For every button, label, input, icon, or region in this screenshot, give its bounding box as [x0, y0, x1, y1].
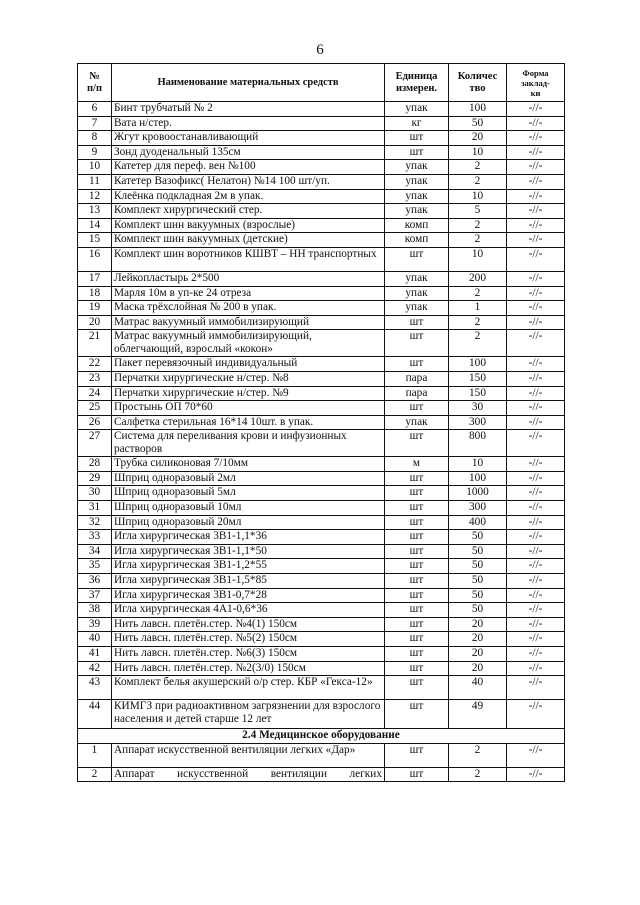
row-quantity: 50: [449, 603, 507, 618]
row-quantity: 10: [449, 457, 507, 472]
row-number: 29: [78, 471, 112, 486]
table-row: [78, 661, 565, 676]
row-unit: упак: [385, 174, 449, 189]
row-form: -//-: [507, 700, 565, 729]
row-name: Нить лавсн. плетён.стер. №2(3/0) 150см: [112, 661, 385, 676]
row-form: -//-: [507, 233, 565, 248]
table-row: [78, 501, 565, 516]
row-form: -//-: [507, 160, 565, 175]
row-form: -//-: [507, 116, 565, 131]
row-unit: упак: [385, 271, 449, 286]
row-number: 28: [78, 457, 112, 472]
materials-table: [77, 63, 565, 782]
table-row: [78, 430, 565, 457]
table-row: [78, 515, 565, 530]
row-quantity: 2: [449, 160, 507, 175]
row-name: Клеёнка подкладная 2м в упак.: [112, 189, 385, 204]
table-row: [78, 574, 565, 589]
row-unit: шт: [385, 647, 449, 662]
row-number: 2: [78, 767, 112, 782]
row-name: Матрас вакуумный иммобилизирующий, облегчающий, взрослый «кокон»: [112, 330, 385, 357]
row-name: Вата н/стер.: [112, 116, 385, 131]
row-number: 44: [78, 700, 112, 729]
row-form: -//-: [507, 357, 565, 372]
row-name: Комплект шин воротников КШВТ – НН транспортных: [112, 247, 385, 271]
row-name: Зонд дуоденальный 135см: [112, 145, 385, 160]
row-number: 7: [78, 116, 112, 131]
row-name: Игла хирургическая 3В1-1,2*55: [112, 559, 385, 574]
row-form: -//-: [507, 471, 565, 486]
table-row: [78, 233, 565, 248]
row-number: 30: [78, 486, 112, 501]
row-unit: упак: [385, 189, 449, 204]
row-unit: шт: [385, 430, 449, 457]
row-name: Перчатки хирургические н/стер. №9: [112, 386, 385, 401]
table-row: [78, 647, 565, 662]
row-unit: шт: [385, 401, 449, 416]
header-qty: Количес тво: [449, 64, 507, 102]
row-form: -//-: [507, 457, 565, 472]
row-number: 41: [78, 647, 112, 662]
table-row: [78, 116, 565, 131]
row-quantity: 100: [449, 102, 507, 117]
row-name: Бинт трубчатый № 2: [112, 102, 385, 117]
row-name: Простынь ОП 70*60: [112, 401, 385, 416]
row-form: -//-: [507, 371, 565, 386]
row-quantity: 20: [449, 632, 507, 647]
row-unit: шт: [385, 131, 449, 146]
table-row: [78, 371, 565, 386]
row-number: 43: [78, 676, 112, 700]
row-number: 26: [78, 415, 112, 430]
table-row: [78, 218, 565, 233]
row-name: Комплект хирургический стер.: [112, 204, 385, 219]
row-name: Комплект белья акушерский о/р стер. КБР «Гекса-12»: [112, 676, 385, 700]
row-form: -//-: [507, 501, 565, 516]
row-name: Пакет перевязочный индивидуальный: [112, 357, 385, 372]
row-unit: шт: [385, 700, 449, 729]
row-quantity: 50: [449, 544, 507, 559]
row-name: Шприц одноразовый 10мл: [112, 501, 385, 516]
row-name: Игла хирургическая 3В1-1,1*50: [112, 544, 385, 559]
row-number: 19: [78, 301, 112, 316]
row-name: Комплект шин вакуумных (детские): [112, 233, 385, 248]
row-form: -//-: [507, 286, 565, 301]
row-quantity: 10: [449, 145, 507, 160]
table-row: [78, 247, 565, 271]
row-unit: шт: [385, 501, 449, 516]
row-unit: шт: [385, 145, 449, 160]
row-name: Аппарат искусственной вентиляции легких: [112, 767, 385, 782]
table-row: [78, 767, 565, 782]
header-form: Форма заклад- ки: [507, 64, 565, 102]
row-name: Шприц одноразовый 5мл: [112, 486, 385, 501]
row-number: 18: [78, 286, 112, 301]
row-name: Перчатки хирургические н/стер. №8: [112, 371, 385, 386]
table-row: [78, 588, 565, 603]
row-number: 17: [78, 271, 112, 286]
row-name: Игла хирургическая 4А1-0,6*36: [112, 603, 385, 618]
row-form: -//-: [507, 330, 565, 357]
row-name: КИМГЗ при радиоактивном загрязнении для взрослого населения и детей старше 12 лет: [112, 700, 385, 729]
section-row: [78, 729, 565, 744]
row-form: -//-: [507, 204, 565, 219]
row-number: 21: [78, 330, 112, 357]
row-unit: шт: [385, 632, 449, 647]
row-unit: шт: [385, 617, 449, 632]
row-unit: шт: [385, 515, 449, 530]
table-row: [78, 415, 565, 430]
row-form: -//-: [507, 676, 565, 700]
row-name: Катетер Вазофикс( Нелатон) №14 100 шт/уп.: [112, 174, 385, 189]
row-quantity: 150: [449, 371, 507, 386]
row-quantity: 10: [449, 189, 507, 204]
row-form: -//-: [507, 486, 565, 501]
table-row: [78, 189, 565, 204]
header-name: Наименование материальных средств: [112, 64, 385, 102]
row-unit: шт: [385, 486, 449, 501]
row-unit: упак: [385, 301, 449, 316]
row-number: 33: [78, 530, 112, 545]
table-row: [78, 559, 565, 574]
row-form: -//-: [507, 515, 565, 530]
row-name: Катетер для переф. вен №100: [112, 160, 385, 175]
row-unit: м: [385, 457, 449, 472]
table-body-a: [78, 102, 565, 729]
table-row: [78, 301, 565, 316]
row-quantity: 800: [449, 430, 507, 457]
row-quantity: 300: [449, 415, 507, 430]
row-unit: упак: [385, 286, 449, 301]
header-unit: Единица измерен.: [385, 64, 449, 102]
table-row: [78, 315, 565, 330]
row-form: -//-: [507, 661, 565, 676]
row-number: 8: [78, 131, 112, 146]
row-quantity: 50: [449, 588, 507, 603]
row-name: Игла хирургическая 3В1-0,7*28: [112, 588, 385, 603]
row-quantity: 2: [449, 330, 507, 357]
section-title: 2.4 Медицинское оборудование: [78, 729, 565, 744]
row-form: -//-: [507, 174, 565, 189]
row-unit: комп: [385, 233, 449, 248]
row-unit: кг: [385, 116, 449, 131]
row-form: -//-: [507, 559, 565, 574]
table-row: [78, 632, 565, 647]
row-number: 23: [78, 371, 112, 386]
table-header-row: [78, 64, 565, 102]
row-unit: шт: [385, 603, 449, 618]
row-quantity: 100: [449, 471, 507, 486]
table-body-b: [78, 743, 565, 782]
row-quantity: 20: [449, 131, 507, 146]
row-form: -//-: [507, 767, 565, 782]
row-quantity: 1000: [449, 486, 507, 501]
row-name: Нить лавсн. плетён.стер. №6(3) 150см: [112, 647, 385, 662]
row-name: Аппарат искусственной вентиляции легких «Дар»: [112, 743, 385, 767]
row-quantity: 50: [449, 559, 507, 574]
row-unit: шт: [385, 676, 449, 700]
row-name: Нить лавсн. плетён.стер. №4(1) 150см: [112, 617, 385, 632]
row-unit: шт: [385, 661, 449, 676]
row-quantity: 50: [449, 116, 507, 131]
row-number: 27: [78, 430, 112, 457]
row-number: 20: [78, 315, 112, 330]
table-row: [78, 102, 565, 117]
row-quantity: 10: [449, 247, 507, 271]
table-row: [78, 204, 565, 219]
row-number: 34: [78, 544, 112, 559]
table-row: [78, 386, 565, 401]
row-quantity: 200: [449, 271, 507, 286]
row-quantity: 2: [449, 233, 507, 248]
row-name: Марля 10м в уп-ке 24 отреза: [112, 286, 385, 301]
table-row: [78, 471, 565, 486]
row-number: 36: [78, 574, 112, 589]
table-row: [78, 457, 565, 472]
row-quantity: 40: [449, 676, 507, 700]
row-number: 10: [78, 160, 112, 175]
row-form: -//-: [507, 632, 565, 647]
row-quantity: 20: [449, 661, 507, 676]
row-quantity: 1: [449, 301, 507, 316]
row-quantity: 20: [449, 617, 507, 632]
row-quantity: 100: [449, 357, 507, 372]
row-name: Матрас вакуумный иммобилизирующий: [112, 315, 385, 330]
row-form: -//-: [507, 271, 565, 286]
table-row: [78, 271, 565, 286]
row-form: -//-: [507, 247, 565, 271]
row-name: Игла хирургическая 3В1-1,1*36: [112, 530, 385, 545]
table-row: [78, 700, 565, 729]
row-quantity: 400: [449, 515, 507, 530]
table-row: [78, 544, 565, 559]
row-quantity: 5: [449, 204, 507, 219]
row-form: -//-: [507, 574, 565, 589]
row-unit: пара: [385, 371, 449, 386]
row-name: Игла хирургическая 3В1-1,5*85: [112, 574, 385, 589]
row-quantity: 2: [449, 767, 507, 782]
row-number: 38: [78, 603, 112, 618]
table-row: [78, 617, 565, 632]
row-unit: упак: [385, 160, 449, 175]
row-quantity: 2: [449, 286, 507, 301]
row-name: Система для переливания крови и инфузионных растворов: [112, 430, 385, 457]
row-name: Маска трёхслойная № 200 в упак.: [112, 301, 385, 316]
table-row: [78, 145, 565, 160]
row-unit: шт: [385, 743, 449, 767]
row-unit: пара: [385, 386, 449, 401]
table-row: [78, 174, 565, 189]
row-unit: шт: [385, 588, 449, 603]
row-quantity: 2: [449, 743, 507, 767]
table-row: [78, 401, 565, 416]
table-row: [78, 676, 565, 700]
row-number: 31: [78, 501, 112, 516]
row-number: 35: [78, 559, 112, 574]
row-number: 13: [78, 204, 112, 219]
table-row: [78, 330, 565, 357]
row-unit: шт: [385, 767, 449, 782]
row-form: -//-: [507, 315, 565, 330]
row-form: -//-: [507, 102, 565, 117]
row-name: Лейкопластырь 2*500: [112, 271, 385, 286]
row-number: 39: [78, 617, 112, 632]
row-unit: шт: [385, 530, 449, 545]
row-unit: шт: [385, 330, 449, 357]
row-form: -//-: [507, 588, 565, 603]
row-form: -//-: [507, 386, 565, 401]
row-number: 9: [78, 145, 112, 160]
row-form: -//-: [507, 743, 565, 767]
row-unit: шт: [385, 544, 449, 559]
row-number: 25: [78, 401, 112, 416]
row-number: 24: [78, 386, 112, 401]
page-number: 6: [316, 42, 324, 58]
row-form: -//-: [507, 301, 565, 316]
row-form: -//-: [507, 544, 565, 559]
row-number: 11: [78, 174, 112, 189]
table-row: [78, 357, 565, 372]
row-quantity: 150: [449, 386, 507, 401]
row-quantity: 2: [449, 315, 507, 330]
row-unit: шт: [385, 357, 449, 372]
row-number: 22: [78, 357, 112, 372]
table-row: [78, 486, 565, 501]
row-unit: упак: [385, 102, 449, 117]
row-form: -//-: [507, 145, 565, 160]
row-number: 12: [78, 189, 112, 204]
row-quantity: 2: [449, 174, 507, 189]
table-row: [78, 286, 565, 301]
table-row: [78, 743, 565, 767]
row-quantity: 30: [449, 401, 507, 416]
row-number: 16: [78, 247, 112, 271]
section-body: [78, 729, 565, 744]
row-form: -//-: [507, 415, 565, 430]
row-number: 15: [78, 233, 112, 248]
row-form: -//-: [507, 430, 565, 457]
row-unit: упак: [385, 415, 449, 430]
row-form: -//-: [507, 530, 565, 545]
row-name: Жгут кровоостанавливающий: [112, 131, 385, 146]
row-number: 32: [78, 515, 112, 530]
row-name: Трубка силиконовая 7/10мм: [112, 457, 385, 472]
row-name: Комплект шин вакуумных (взрослые): [112, 218, 385, 233]
row-unit: шт: [385, 247, 449, 271]
row-quantity: 2: [449, 218, 507, 233]
row-number: 1: [78, 743, 112, 767]
table-row: [78, 131, 565, 146]
row-form: -//-: [507, 647, 565, 662]
row-form: -//-: [507, 131, 565, 146]
table-row: [78, 160, 565, 175]
table-row: [78, 530, 565, 545]
row-unit: шт: [385, 471, 449, 486]
row-name: Нить лавсн. плетён.стер. №5(2) 150см: [112, 632, 385, 647]
row-unit: упак: [385, 204, 449, 219]
row-number: 14: [78, 218, 112, 233]
row-quantity: 49: [449, 700, 507, 729]
row-name: Шприц одноразовый 20мл: [112, 515, 385, 530]
row-number: 6: [78, 102, 112, 117]
row-quantity: 50: [449, 530, 507, 545]
row-form: -//-: [507, 617, 565, 632]
row-quantity: 50: [449, 574, 507, 589]
row-unit: шт: [385, 574, 449, 589]
header-num: № п/п: [78, 64, 112, 102]
row-number: 40: [78, 632, 112, 647]
table-row: [78, 603, 565, 618]
row-form: -//-: [507, 189, 565, 204]
row-number: 37: [78, 588, 112, 603]
row-form: -//-: [507, 218, 565, 233]
row-unit: шт: [385, 559, 449, 574]
row-name: Салфетка стерильная 16*14 10шт. в упак.: [112, 415, 385, 430]
row-number: 42: [78, 661, 112, 676]
row-quantity: 20: [449, 647, 507, 662]
row-unit: шт: [385, 315, 449, 330]
row-form: -//-: [507, 401, 565, 416]
row-unit: комп: [385, 218, 449, 233]
row-form: -//-: [507, 603, 565, 618]
row-name: Шприц одноразовый 2мл: [112, 471, 385, 486]
row-quantity: 300: [449, 501, 507, 516]
